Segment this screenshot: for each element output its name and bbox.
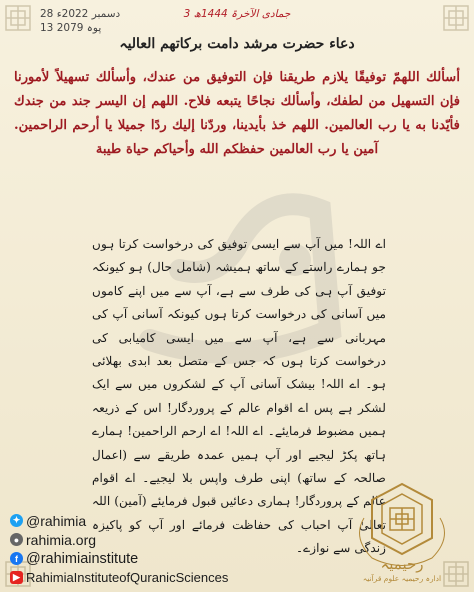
social-links [10, 512, 228, 588]
urdu-translation: اے اللہ! میں آپ سے ایسی توفیق کی درخواست کرتا ہوں جو ہمارے راستے کے ساتھ ہمیشہ (شامل حال) ہو کیونکہ توفیق آپ ہی کی طرف سے ہے، آپ سے میں اپنے کاموں میں آسانی کی درخواست کرتا ہوں کیونکہ آسانی آپ کی مہربانی سے ہے، آپ سے میں ایسی کامیابی کی درخواست کرتا ہوں کہ جس کے متصل بعد ابدی بھلائی ہو۔ اے اللہ! بیشک آسانی آپ کے لشکروں میں سے ایک لشکر ہے پس اے اقوام عالم کے پروردگار! اس کے ذریعہ ہمیں مضبوط فرمایئے۔ اے اللہ! اے ارحم الراحمین! ہمارے ہاتھ پکڑ لیجیے اور آپ ہمیں عمدہ طریقے سے (اعمال صالحہ کے ساتھ) اپنی طرف واپس بلا لیجیے۔ اے اقوام عالم کے پروردگار! ہماری دعائیں قبول فرمایئے (آمین) اللہ تعالیٰ آپ احباب کی حفاظت فرمائے اور آپ کو پاکیزہ زندگی سے نوازے۔ [92, 237, 386, 556]
bikrami-date: 13 پوہ 2079 [40, 22, 102, 34]
arabic-prayer: أسألك اللهمّ توفيقًا يلازم طريقنا فإن التوفيق من عندك، وأسألك تسهيلاً لأمورنا فإن التسهيل من لطفك، وأسألك نجاحًا يتبعه فلاح. اللهم إن اليسر جند من جندك فأيّدنا به يا رب العالمين. اللهم خذ بأيدينا، وردّنا إليك ردًا جميلا يا أرحم الراحمين. آمين يا رب العالمين حفظكم الله وأحياكم حياة طيبة [14, 70, 460, 157]
facebook-icon: f [10, 552, 23, 565]
gregorian-date: 28 دسمبر 2022ء [40, 8, 121, 20]
social-website-text: rahimia.org [26, 531, 97, 548]
youtube-icon: ▶ [10, 571, 23, 584]
social-facebook[interactable] [10, 550, 228, 567]
social-facebook-text: @rahimiainstitute [26, 550, 139, 567]
hijri-date: 3 جمادی الآخرۃ 1444ھ [183, 8, 291, 20]
twitter-icon: ✦ [10, 514, 23, 527]
page-title: دعاء حضرت مرشد دامت برکاتھم العالیہ [119, 36, 355, 52]
globe-icon: ● [10, 533, 23, 546]
social-youtube-text: RahimiaInstituteofQuranicSciences [26, 570, 229, 585]
social-twitter[interactable] [10, 512, 228, 529]
logo-name: رحیمیہ [380, 555, 424, 573]
corner-ornament-icon [4, 4, 32, 32]
logo-subtitle: ادارہ رحیمیہ علوم قرآنیہ [362, 574, 442, 583]
social-twitter-text: @rahimia [26, 512, 87, 529]
social-youtube[interactable] [10, 569, 228, 586]
corner-ornament-icon [442, 4, 470, 32]
social-website[interactable] [10, 531, 228, 548]
